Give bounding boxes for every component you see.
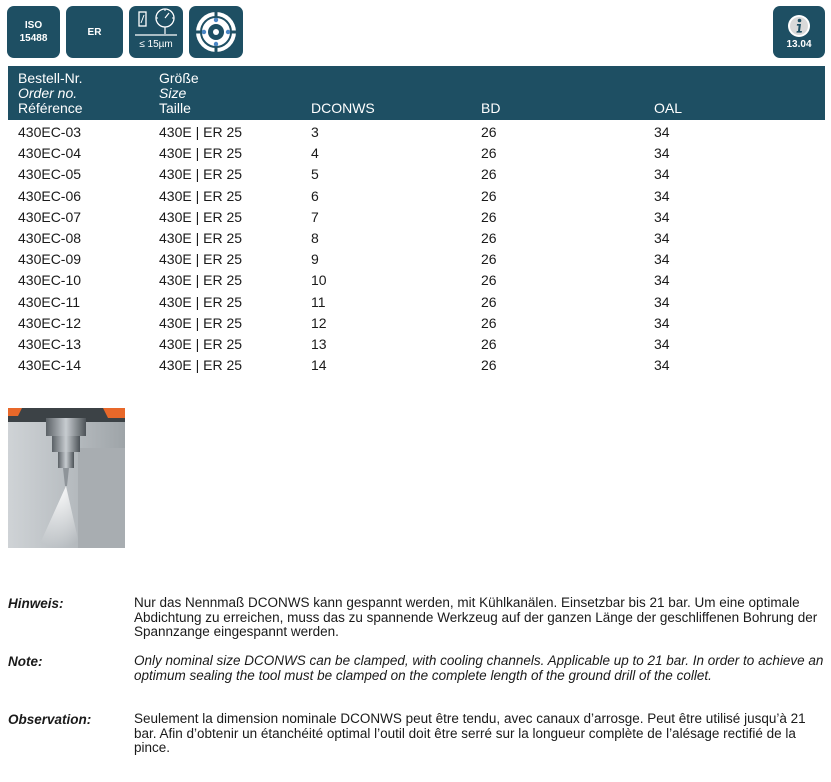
column-header-oal: OAL xyxy=(654,100,683,116)
cell-order-no: 430EC-10 xyxy=(18,272,82,289)
cell-order-no: 430EC-09 xyxy=(18,251,82,268)
iso-line2: 15488 xyxy=(19,33,48,44)
cell-dconws: 8 xyxy=(311,229,319,246)
note-text: Nur das Nennmaß DCONWS kann gespannt werden, mit Kühlkanälen. Einsetzbar bis 21 bar. Um eine optimale Abdichtung zu erreichen, muss das zu spannende Werkzeug auf der ganzen Länge der geschliffenen Bohrung der Spannzange eingespannt werden. xyxy=(134,595,818,640)
iso-line1: ISO xyxy=(24,20,43,31)
cell-dconws: 3 xyxy=(311,124,319,140)
er-collet-badge xyxy=(66,6,123,58)
cell-bd: 26 xyxy=(481,187,497,204)
cell-size: 430E | ER 25 xyxy=(159,229,243,246)
coolant-spray-photo xyxy=(8,408,125,548)
cell-oal: 34 xyxy=(654,357,670,374)
cell-size: 430E | ER 25 xyxy=(159,357,243,374)
header-order-no-de: Bestell-Nr. xyxy=(18,70,83,86)
info-badge[interactable] xyxy=(773,6,825,58)
note-text: Seulement la dimension nominale DCONWS peut être tendu, avec canaux d’arrosge. Peut être utilisé jusqu’à 21 bar. Afin d’obtenir un étanchéité optimal l’outil doit être serré sur la longueur complète de l’alésage rectifié de la pince. xyxy=(134,711,806,756)
cell-bd: 26 xyxy=(481,335,497,352)
cell-oal: 34 xyxy=(654,124,670,140)
cell-size: 430E | ER 25 xyxy=(159,187,243,204)
cell-dconws: 6 xyxy=(311,187,319,204)
cell-size: 430E | ER 25 xyxy=(159,208,243,225)
cell-bd: 26 xyxy=(481,293,497,310)
header-size-en: Size xyxy=(159,85,187,101)
column-header-order-no xyxy=(18,71,83,116)
table-row xyxy=(8,186,825,207)
column-header-size xyxy=(159,71,199,116)
cooling-channels-badge xyxy=(189,6,243,58)
cell-size: 430E | ER 25 xyxy=(159,293,243,310)
cell-bd: 26 xyxy=(481,208,497,225)
header-order-no-fr: Référence xyxy=(18,100,83,116)
table-row xyxy=(8,143,825,164)
cell-bd: 26 xyxy=(481,124,497,140)
cell-bd: 26 xyxy=(481,314,497,331)
cell-size: 430E | ER 25 xyxy=(159,314,243,331)
cell-oal: 34 xyxy=(654,187,670,204)
cell-size: 430E | ER 25 xyxy=(159,166,243,183)
cell-order-no: 430EC-11 xyxy=(18,293,81,310)
cell-oal: 34 xyxy=(654,166,670,183)
note-label: Hinweis: xyxy=(8,596,64,611)
column-header-dconws: DCONWS xyxy=(311,100,375,116)
table-header xyxy=(8,66,825,120)
table-row xyxy=(8,270,825,291)
cell-dconws: 9 xyxy=(311,251,319,268)
cell-size: 430E | ER 25 xyxy=(159,272,243,289)
tolerance-value: ≤ 15µm xyxy=(139,39,173,50)
iso-standard-badge xyxy=(7,6,60,58)
column-header-bd: BD xyxy=(481,100,501,116)
collet-type-label: ER xyxy=(87,26,102,38)
cell-order-no: 430EC-05 xyxy=(18,166,82,183)
cell-bd: 26 xyxy=(481,166,497,183)
cell-order-no: 430EC-04 xyxy=(18,145,82,162)
cell-dconws: 13 xyxy=(311,335,327,352)
cell-dconws: 4 xyxy=(311,145,319,162)
cell-dconws: 11 xyxy=(311,293,326,310)
cell-order-no: 430EC-03 xyxy=(18,124,82,140)
header-size-de: Größe xyxy=(159,70,199,86)
info-icon xyxy=(787,14,811,38)
table-row xyxy=(8,292,825,313)
cell-order-no: 430EC-14 xyxy=(18,357,82,374)
cell-dconws: 12 xyxy=(311,314,327,331)
cell-size: 430E | ER 25 xyxy=(159,335,243,352)
cell-bd: 26 xyxy=(481,145,497,162)
cell-order-no: 430EC-07 xyxy=(18,208,82,225)
cell-oal: 34 xyxy=(654,208,670,225)
header-order-no-en: Order no. xyxy=(18,85,78,101)
cell-order-no: 430EC-06 xyxy=(18,187,82,204)
catalog-page-number: 13.04 xyxy=(786,39,812,50)
cell-oal: 34 xyxy=(654,229,670,246)
cell-bd: 26 xyxy=(481,229,497,246)
cell-oal: 34 xyxy=(654,145,670,162)
table-row xyxy=(8,122,825,143)
header-size-fr: Taille xyxy=(159,100,191,116)
table-row xyxy=(8,207,825,228)
note-label: Note: xyxy=(8,654,43,669)
table-row xyxy=(8,313,825,334)
table-row xyxy=(8,249,825,270)
cell-bd: 26 xyxy=(481,357,497,374)
cell-order-no: 430EC-08 xyxy=(18,229,82,246)
cell-size: 430E | ER 25 xyxy=(159,145,243,162)
cell-oal: 34 xyxy=(654,314,670,331)
cell-oal: 34 xyxy=(654,335,670,352)
note-text: Only nominal size DCONWS can be clamped, with cooling channels. Applicable up to 21 bar. In order to achieve an optimum sealing the tool must be clamped on the complete length of the ground drill of the collet. xyxy=(134,653,824,683)
table-row xyxy=(8,355,825,376)
cell-order-no: 430EC-12 xyxy=(18,314,82,331)
cell-dconws: 14 xyxy=(311,357,327,374)
table-body xyxy=(8,122,825,376)
cell-size: 430E | ER 25 xyxy=(159,251,243,268)
cell-dconws: 10 xyxy=(311,272,327,289)
cell-size: 430E | ER 25 xyxy=(159,124,243,140)
runout-tolerance-badge xyxy=(129,6,183,58)
cell-oal: 34 xyxy=(654,251,670,268)
note-label: Observation: xyxy=(8,712,92,727)
table-row xyxy=(8,228,825,249)
cell-bd: 26 xyxy=(481,272,497,289)
table-row xyxy=(8,334,825,355)
cell-dconws: 5 xyxy=(311,166,319,183)
cell-dconws: 7 xyxy=(311,208,319,225)
table-row xyxy=(8,164,825,185)
cooling-channels-icon xyxy=(193,9,239,55)
cell-order-no: 430EC-13 xyxy=(18,335,82,352)
cell-oal: 34 xyxy=(654,293,670,310)
runout-gauge-icon xyxy=(133,8,179,40)
cell-oal: 34 xyxy=(654,272,670,289)
cell-bd: 26 xyxy=(481,251,497,268)
